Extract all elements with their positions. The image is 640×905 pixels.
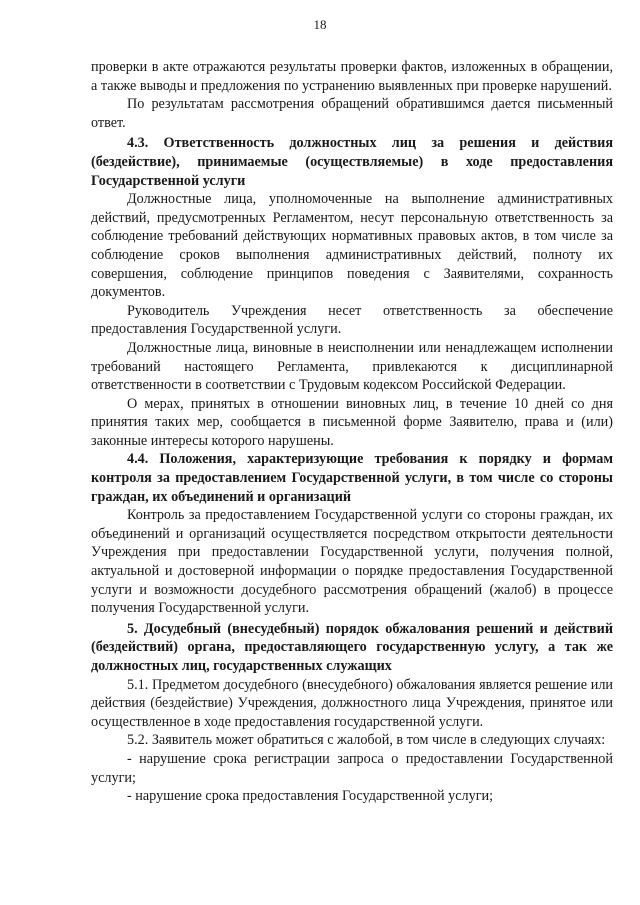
document-body — [91, 58, 613, 806]
list-item-deadline-violation: - нарушение срока предоставления Государственной услуги; — [127, 788, 494, 805]
heading-section-5: 5. Досудебный (внесудебный) порядок обжалования решений и действий (бездействий) органа, предоставляющего государственную услугу, а так же должностных лиц, государственных служащих — [91, 620, 613, 674]
page-number: 18 — [313, 17, 327, 32]
paragraph-written-answer: По результатам рассмотрения обращений обратившимся дается письменный ответ. — [91, 96, 613, 131]
paragraph-section-5-1: 5.1. Предметом досудебного (внесудебного) обжалования является решение или действия (бездействие) Учреждения, должностного лица Учреждения, принятое или осуществленное в ходе предоставления государственной услуги. — [91, 676, 613, 730]
paragraph-section-5-2: 5.2. Заявитель может обратиться с жалобой, в том числе в следующих случаях: — [127, 732, 606, 749]
paragraph-officials-responsibility: Должностные лица, уполномоченные на выполнение административных действий, предусмотренных Регламентом, несут персональную ответственность за соблюдение требований действующих нормативных правовых актов, в том числе за соблюдение сроков выполнения административных действий, полноту их совершения, соблюдение принципов поведения с Заявителями, сохранность документов. — [91, 191, 613, 301]
paragraph-inspection-result: проверки в акте отражаются результаты проверки фактов, изложенных в обращении, а также выводы и предложения по устранению выявленных при проверке нарушений. — [91, 59, 613, 94]
heading-section-4-3: 4.3. Ответственность должностных лиц за решения и действия (бездействие), принимаемые (осуществляемые) в ходе предоставления Государственной услуги — [91, 135, 613, 189]
paragraph-disciplinary: Должностные лица, виновные в неисполнении или ненадлежащем исполнении требований настоящего Регламента, привлекаются к дисциплинарной ответственности в соответствии с Трудовым кодексом Российской Федерации. — [91, 339, 613, 394]
paragraph-measures-notice: О мерах, принятых в отношении виновных лиц, в течение 10 дней со дня принятия таких мер, сообщается в письменной форме Заявителю, права и (или) законные интересы которого нарушены. — [91, 395, 613, 449]
paragraph-public-control: Контроль за предоставлением Государственной услуги со стороны граждан, их объединений и организаций осуществляется посредством открытости деятельности Учреждения при предоставлении Государственной услуги, получения полной, актуальной и достоверной информации о порядке предоставления Государственной услуги и возможности досудебного рассмотрения обращений (жалоб) в процессе получения Государственной услуги. — [91, 507, 613, 617]
heading-section-4-4: 4.4. Положения, характеризующие требования к порядку и формам контроля за предоставлением Государственной услуги, в том числе со стороны граждан, их объединений и организаций — [91, 451, 613, 505]
paragraph-head-responsibility: Руководитель Учреждения несет ответственность за обеспечение предоставления Государственной услуги. — [91, 302, 613, 338]
list-item-registration-violation: - нарушение срока регистрации запроса о предоставлении Государственной услуги; — [91, 750, 613, 786]
